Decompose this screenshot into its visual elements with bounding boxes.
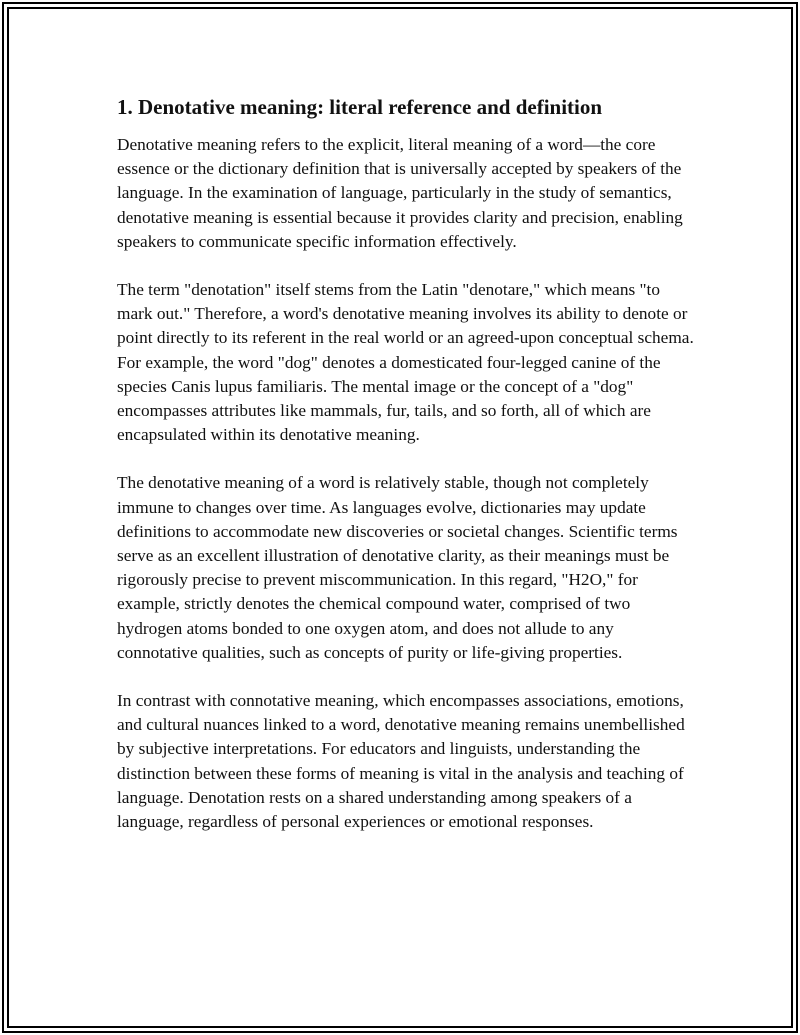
paragraph-4: In contrast with connotative meaning, which encompasses associations, emotions, and cultural nuances linked to a word, denotative meaning remains unembellished by subjective interpretations. For educators and linguists, understanding the distinction between these forms of meaning is vital in the analysis and teaching of language. Denotation rests on a shared understanding among speakers of a language, regardless of personal experiences or emotional responses. bbox=[117, 691, 685, 832]
paragraph-2: The term "denotation" itself stems from the Latin "denotare," which means "to mark out." Therefore, a word's denotative meaning involves its ability to denote or point directly to its referent in the real world or an agreed-upon conceptual schema. For example, the word "dog" denotes a domesticated four-legged canine of the species Canis lupus familiaris. The mental image or the concept of a "dog" encompasses attributes like mammals, fur, tails, and so forth, all of which are encapsulated within its denotative meaning. bbox=[117, 280, 694, 445]
document-body bbox=[117, 94, 697, 858]
paragraph-3: The denotative meaning of a word is relatively stable, though not completely immune to changes over time. As languages evolve, dictionaries may update definitions to accommodate new discoveries or societal changes. Scientific terms serve as an excellent illustration of denotative clarity, as their meanings must be rigorously precise to prevent miscommunication. In this regard, "H2O," for example, strictly denotes the chemical compound water, comprised of two hydrogen atoms bonded to one oxygen atom, and does not allude to any connotative qualities, such as concepts of purity or life-giving properties. bbox=[117, 473, 678, 662]
paragraph-1: Denotative meaning refers to the explicit, literal meaning of a word—the core essence or the dictionary definition that is universally accepted by speakers of the language. In the examination of language, particularly in the study of semantics, denotative meaning is essential because it provides clarity and precision, enabling speakers to communicate specific information effectively. bbox=[117, 135, 683, 251]
section-heading: 1. Denotative meaning: literal reference and definition bbox=[117, 95, 603, 119]
